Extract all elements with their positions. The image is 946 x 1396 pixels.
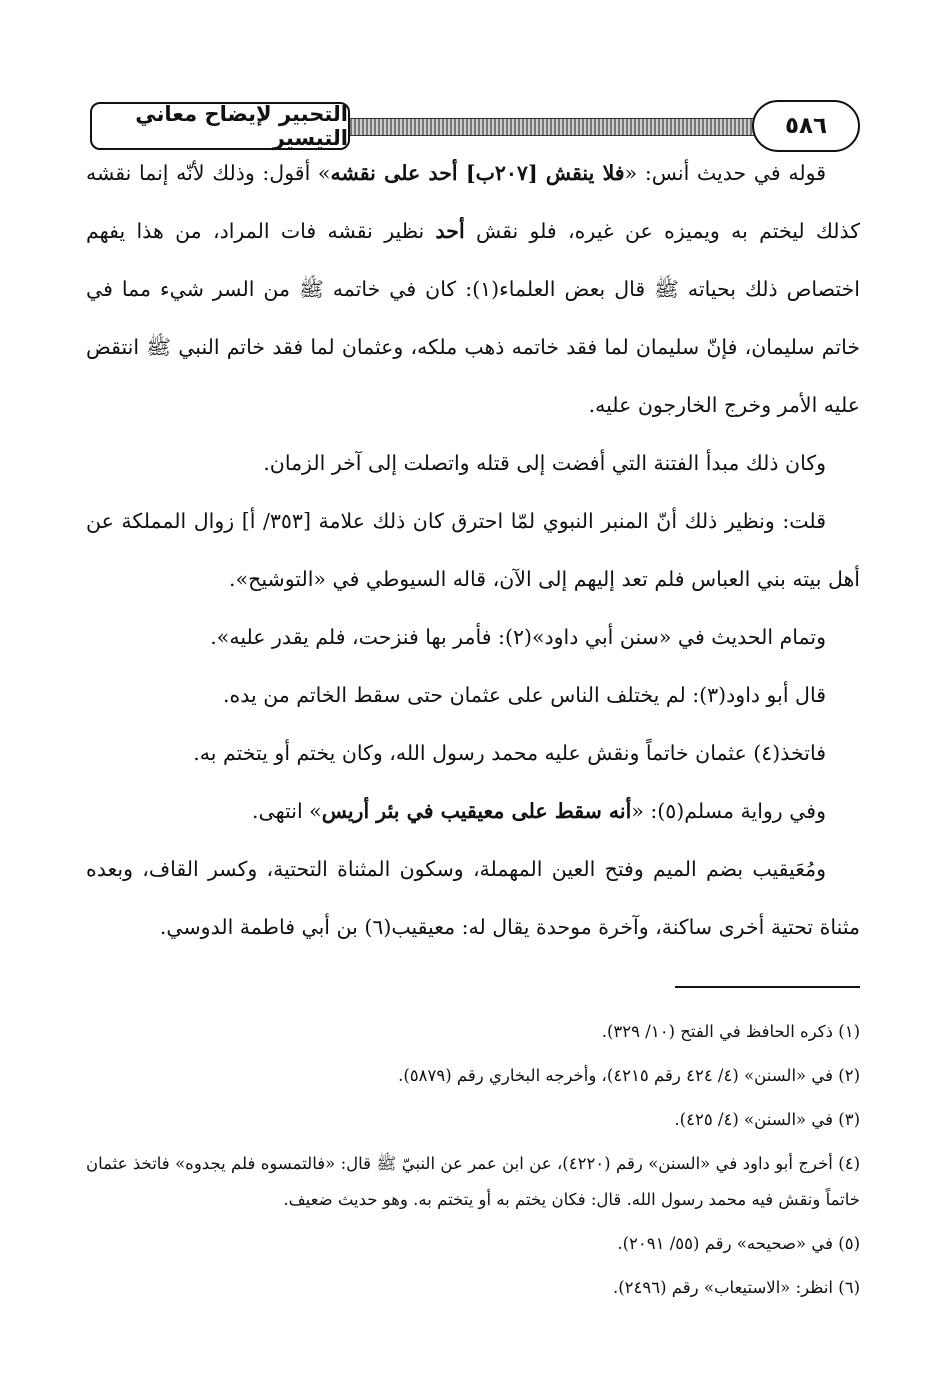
footnotes [86, 1014, 860, 1314]
footnote: (٣) في «السنن» (٤/ ٤٢٥). [674, 1110, 860, 1129]
text-run: نظير نقشه فات المراد، من هذا يفهم اختصاص ذلك بحياته ﷺ قال بعض العلماء(١): كان في خاتمه ﷺ من السر شيء مما في خاتم سليمان، فإنّ سليمان لما فقد خاتمه ذهب ملكه، وعثمان لما فقد خاتم النبي ﷺ انتقض عليه الأمر وخرج الخارجون عليه. [86, 219, 860, 417]
page-number: ٥٨٦ [752, 100, 860, 152]
footnote: (٢) في «السنن» (٤/ ٤٢٤ رقم ٤٢١٥)، وأخرجه البخاري رقم (٥٨٧٩). [398, 1066, 860, 1085]
paragraph [86, 782, 860, 840]
paragraph: قلت: ونظير ذلك أنّ المنبر النبوي لمّا احترق كان ذلك علامة [٣٥٣/ أ] زوال المملكة عن أهل بيته بني العباس فلم تعد إليهم إلى الآن، قاله السيوطي في «التوشيح». [86, 509, 860, 591]
paragraph: فاتخذ(٤) عثمان خاتماً ونقش عليه محمد رسول الله، وكان يختم أو يتختم به. [193, 741, 826, 765]
header-decorative-band [330, 118, 820, 136]
paragraph [86, 144, 860, 434]
text-run: قوله في حديث أنس: « [624, 161, 826, 185]
text-run: وفي رواية مسلم(٥): « [631, 799, 826, 823]
footnote-separator [675, 986, 860, 988]
paragraph: قال أبو داود(٣): لم يختلف الناس على عثمان حتى سقط الخاتم من يده. [222, 683, 826, 707]
footnote: (١) ذكره الحافظ في الفتح (١٠/ ٣٢٩). [601, 1022, 860, 1041]
text-run: » انتهى. [252, 799, 322, 823]
paragraph: ومُعَيقيب بضم الميم وفتح العين المهملة، وسكون المثناة التحتية، وكسر القاف، وبعده مثناة تحتية أخرى ساكنة، وآخرة موحدة يقال له: معيقيب(٦) بن أبي فاطمة الدوسي. [86, 857, 860, 939]
hadith-quote: أنه سقط على معيقيب في بئر أريس [321, 799, 632, 823]
footnote: (٦) انظر: «الاستيعاب» رقم (٢٤٩٦). [612, 1278, 860, 1297]
paragraph: وتمام الحديث في «سنن أبي داود»(٢): فأمر بها فنزحت، فلم يقدر عليه». [210, 625, 826, 649]
footnote: (٤) أخرج أبو داود في «السنن» رقم (٤٢٢٠)، عن ابن عمر عن النبيّ ﷺ قال: «فالتمسوه فلم يجدوه» فاتخذ عثمان خاتماً ونقش فيه محمد رسول الله. قال: فكان يختم به أو يتختم به. وهو حديث ضعيف. [86, 1154, 860, 1209]
paragraph: وكان ذلك مبدأ الفتنة التي أفضت إلى قتله واتصلت إلى آخر الزمان. [263, 451, 826, 475]
main-text [86, 144, 860, 956]
text-run: » أقول: وذلك لأنّه إنما نقشه كذلك ليختم به ويميزه عن غيره، فلو نقش [86, 161, 860, 243]
emphasis-word: أحد [435, 219, 465, 243]
footnote: (٥) في «صحيحه» رقم (٥٥/ ٢٠٩١). [617, 1234, 860, 1253]
book-title: التحبير لإيضاح معاني التيسير [90, 102, 350, 150]
hadith-quote: فلا ينقش [٢٠٧ب] أحد على نقشه [330, 161, 625, 185]
